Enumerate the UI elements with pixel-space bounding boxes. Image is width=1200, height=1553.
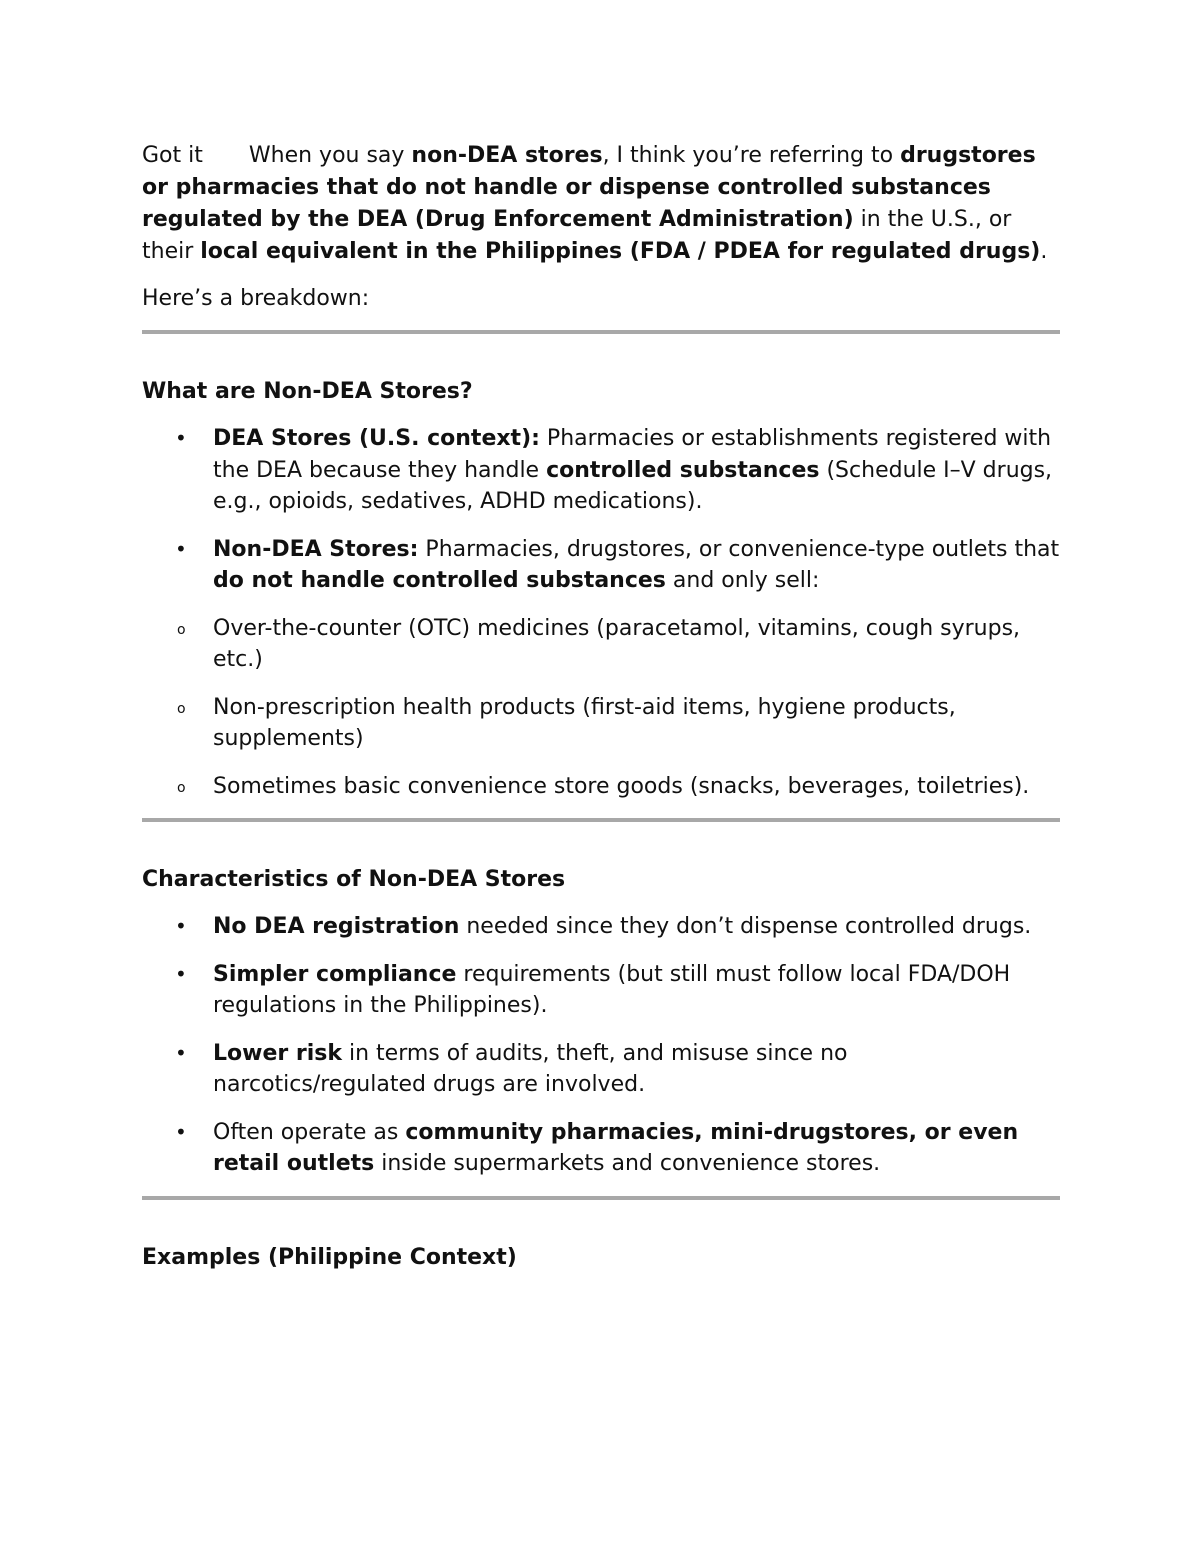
- sub-list-item: o Over-the-counter (OTC) medicines (paracetamol, vitamins, cough syrups, etc.): [177, 615, 1021, 672]
- circle-bullet-icon: o: [177, 779, 186, 796]
- bullet-icon: •: [175, 914, 187, 938]
- horizontal-rule: [142, 1196, 1060, 1200]
- list-item: • Lower risk in terms of audits, theft, and misuse since no narcotics/regulated drugs are involved.: [142, 1038, 1060, 1101]
- list-item: • DEA Stores (U.S. context): Pharmacies or establishments registered with the DEA because they handle controlled substances (Schedule I–V drugs, e.g., opioids, sedatives, ADHD medications).: [142, 423, 1060, 518]
- list-item: • Often operate as community pharmacies, mini-drugstores, or even retail outlets inside supermarkets and convenience stores.: [142, 1117, 1060, 1180]
- what-are-list: [142, 423, 1060, 597]
- list-item: • Simpler compliance requirements (but still must follow local FDA/DOH regulations in the Philippines).: [142, 959, 1060, 1022]
- sub-list-item: o Sometimes basic convenience store goods (snacks, beverages, toiletries).: [142, 771, 1060, 803]
- horizontal-rule: [142, 818, 1060, 822]
- bullet-icon: •: [175, 1040, 187, 1065]
- intro-paragraph: Got it When you say non-DEA stores, I think you’re referring to drugstores or pharmacies that do not handle or dispense controlled substances regulated by the DEA (Drug Enforcement Administration) in the U.S., or their local equivalent in the Philippines (FDA / PDEA for regulated drugs).: [142, 143, 1048, 264]
- breakdown-line: Here’s a breakdown:: [142, 286, 370, 311]
- characteristics-list: [142, 911, 1060, 1180]
- sub-list-item: o Non-prescription health products (first-aid items, hygiene products, supplements): [177, 694, 956, 751]
- bullet-icon: •: [175, 1119, 187, 1144]
- list-item: • Non-DEA Stores: Pharmacies, drugstores, or convenience-type outlets that do not handle controlled substances and only sell:: [142, 534, 1060, 597]
- section-heading-examples: Examples (Philippine Context): [142, 1244, 517, 1270]
- document-page: [142, 140, 1060, 1273]
- circle-bullet-icon: o: [177, 700, 186, 717]
- section-heading-what-are: What are Non-DEA Stores?: [142, 379, 473, 404]
- circle-bullet-icon: o: [177, 621, 186, 638]
- bullet-icon: •: [175, 426, 187, 450]
- bullet-icon: •: [175, 536, 187, 561]
- intro-got-it: Got it: [142, 143, 203, 168]
- horizontal-rule: [142, 330, 1060, 334]
- section-heading-characteristics: Characteristics of Non-DEA Stores: [142, 867, 566, 892]
- sub-list: [142, 613, 1060, 803]
- bullet-icon: •: [175, 961, 187, 986]
- list-item: • No DEA registration needed since they don’t dispense controlled drugs.: [142, 911, 1060, 943]
